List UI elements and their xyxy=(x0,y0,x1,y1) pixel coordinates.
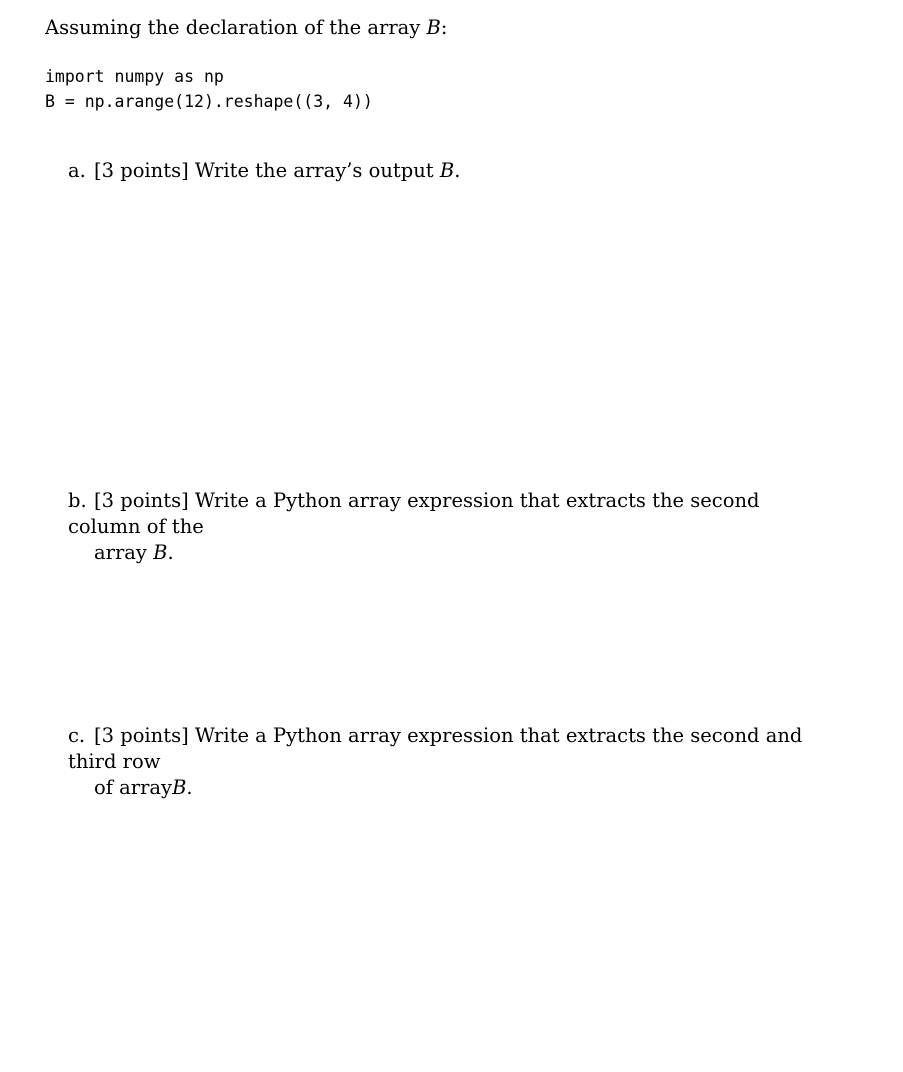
question-b-line2 xyxy=(68,540,828,566)
question-c-period: . xyxy=(186,776,193,799)
question-c-variable: B xyxy=(172,776,187,799)
intro-sentence xyxy=(45,14,447,42)
question-a-period: . xyxy=(454,159,461,182)
question-b-marker: b. xyxy=(68,489,87,512)
question-c-marker: c. xyxy=(68,724,86,747)
question-c-line2-text: of array xyxy=(94,776,173,799)
intro-text: Assuming the declaration of the array xyxy=(45,16,427,39)
intro-colon: : xyxy=(440,16,448,39)
question-a-line1: [3 points] Write the array’s output xyxy=(94,159,440,182)
question-a-variable: B xyxy=(439,159,455,182)
code-line-declaration: B = np.arange(12).reshape((3, 4)) xyxy=(45,92,373,111)
question-b-period: . xyxy=(167,541,174,564)
question-b-line1: [3 points] Write a Python array expression that extracts the second column of the xyxy=(68,489,760,538)
question-c-line2 xyxy=(68,775,828,801)
code-line-import: import numpy as np xyxy=(45,67,224,86)
intro-variable: B xyxy=(426,16,441,39)
question-c-line1: [3 points] Write a Python array expression that extracts the second and third row xyxy=(68,724,803,773)
question-b-line2-text: array xyxy=(94,541,154,564)
question-b-variable: B xyxy=(153,541,168,564)
question-b xyxy=(68,488,828,566)
question-a-text xyxy=(94,159,460,182)
question-a-marker: a. xyxy=(68,159,86,182)
code-block xyxy=(45,64,373,114)
question-a xyxy=(68,158,828,184)
question-c xyxy=(68,723,828,801)
